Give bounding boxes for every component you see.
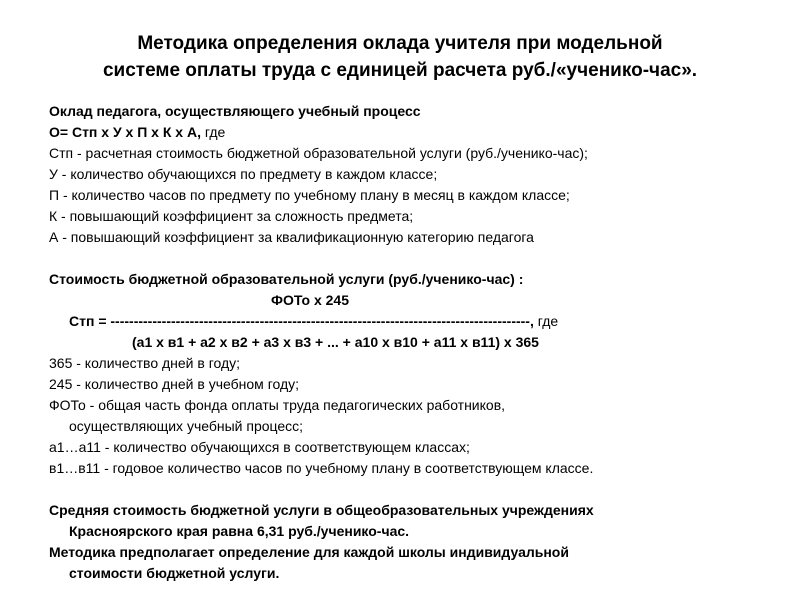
definition-foto: ФОТо - общая часть фонда оплаты труда педагогических работников, — [49, 397, 506, 413]
definition-k: К - повышающий коэффициент за сложность предмета; — [49, 208, 414, 224]
definition-365: 365 - количество дней в году; — [49, 355, 241, 371]
title-line-2: системе оплаты труда с единицей расчета руб./«ученико-час». — [102, 60, 698, 81]
definition-245: 245 - количество дней в учебном году; — [49, 376, 300, 392]
definition-v1-v11: в1…в11 - годовое количество часов по учебному плану в соответствующем классе. — [49, 460, 594, 476]
definition-a1-a11: а1…а11 - количество обучающихся в соответствующем классах; — [49, 439, 470, 455]
stp-fraction-bar: Стп = ------------------------------------------------------------------------------------------, — [69, 313, 534, 329]
average-cost-line-1: Средняя стоимость бюджетной услуги в общеобразовательных учреждениях — [49, 502, 594, 518]
method-note-line-2: стоимости бюджетной услуги. — [69, 565, 280, 581]
salary-formula-where: где — [200, 124, 226, 140]
cost-heading: Стоимость бюджетной образовательной услуги (руб./ученико-час) : — [49, 271, 524, 287]
spacer — [49, 248, 769, 269]
definition-a: А - повышающий коэффициент за квалификационную категорию педагога — [49, 229, 534, 245]
title-line-1: Методика определения оклада учителя при модельной — [137, 33, 663, 54]
formula-denominator: (а1 х в1 + а2 х в2 + а3 х в3 + ... + а10 х в10 + а11 х в11) х 365 — [132, 334, 539, 350]
stp-formula-line — [49, 311, 769, 332]
slide-body — [49, 101, 769, 584]
definition-foto-cont: осуществляющих учебный процесс; — [69, 418, 304, 434]
method-note-line-1: Методика предполагает определение для каждой школы индивидуальной — [49, 544, 569, 560]
average-cost-line-2: Красноярского края равна 6,31 руб./ученико-час. — [69, 523, 410, 539]
salary-heading: Оклад педагога, осуществляющего учебный процесс — [49, 103, 421, 119]
definition-p: П - количество часов по предмету по учебному плану в месяц в каждом классе; — [49, 187, 570, 203]
formula-numerator: ФОТо х 245 — [271, 292, 349, 308]
slide-title — [40, 30, 760, 84]
salary-formula — [49, 122, 769, 143]
salary-formula-expression: О= Стп х У х П х К х А, — [49, 124, 201, 140]
definition-stp: Стп - расчетная стоимость бюджетной образовательной услуги (руб./ученико-час); — [49, 145, 588, 161]
stp-formula-where: где — [533, 313, 559, 329]
spacer — [49, 479, 769, 500]
definition-u: У - количество обучающихся по предмету в каждом классе; — [49, 166, 438, 182]
